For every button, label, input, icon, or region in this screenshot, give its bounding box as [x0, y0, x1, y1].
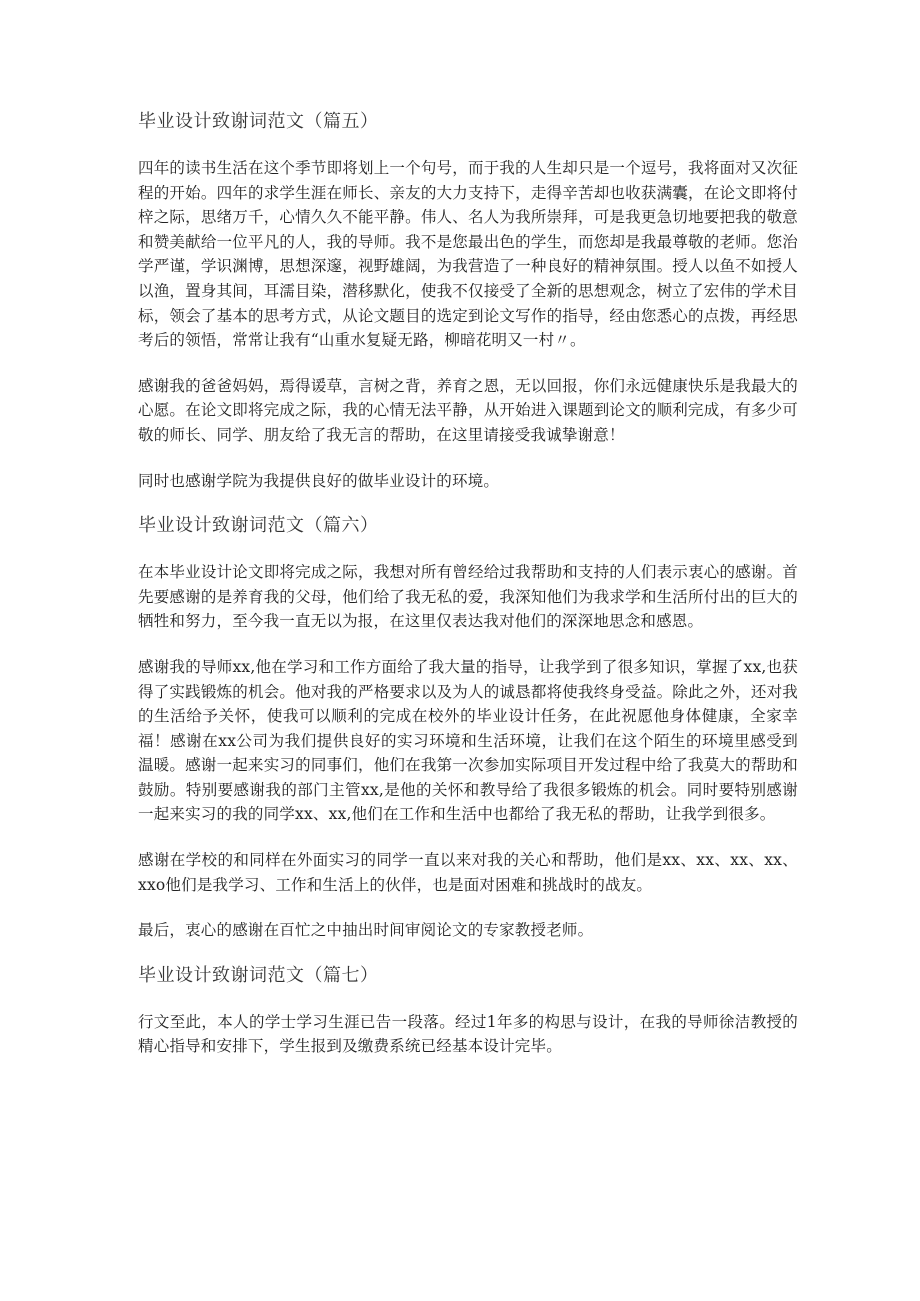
section-pian-5	[138, 110, 798, 493]
paragraph: 行文至此，本人的学士学习生涯已告一段落。经过1年多的构思与设计，在我的导师徐洁教授的精心指导和安排下，学生报到及缴费系统已经基本设计完毕。	[138, 1012, 798, 1056]
section-heading: 毕业设计致谢词范文（篇七）	[138, 964, 379, 986]
section-heading: 毕业设计致谢词范文（篇五）	[138, 111, 379, 132]
section-pian-6	[138, 514, 798, 943]
paragraph: 最后，衷心的感谢在百忙之中抽出时间审阅论文的专家教授老师。	[138, 921, 594, 940]
paragraph: 在本毕业设计论文即将完成之际，我想对所有曾经给过我帮助和支持的人们表示衷心的感谢。首先要感谢的是养育我的父母，他们给了我无私的爱，我深知他们为我求学和生活所付出的巨大的牺牲和努力，至今我一直无以为报，在这里仅表达我对他们的深深地思念和感恩。	[138, 563, 798, 631]
paragraph: 同时也感谢学院为我提供良好的做毕业设计的环境。	[138, 471, 500, 490]
paragraph: 四年的读书生活在这个季节即将划上一个句号，而于我的人生却只是一个逗号，我将面对又次征程的开始。四年的求学生涯在师长、亲友的大力支持下，走得辛苦却也收获满囊，在论文即将付梓之际，思绪万千，心情久久不能平静。伟人、名人为我所崇拜，可是我更急切地要把我的敬意和赞美献给一位平凡的人，我的导师。我不是您最出色的学生，而您却是我最尊敬的老师。您治学严谨，学识渊博，思想深邃，视野雄阔，为我营造了一种良好的精神氛围。授人以鱼不如授人以渔，置身其间，耳濡目染，潜移默化，使我不仅接受了全新的思想观念，树立了宏伟的学术目标，领会了基本的思考方式，从论文题目的选定到论文写作的指导，经由您悉心的点拨，再经思考后的领悟，常常让我有“山重水复疑无路，柳暗花明又一村〃。	[138, 159, 798, 350]
document-page	[138, 110, 798, 1080]
paragraph: 感谢在学校的和同样在外面实习的同学一直以来对我的关心和帮助，他们是xx、xx、xx、xx、xxo他们是我学习、工作和生活上的伙伴，也是面对困难和挑战时的战友。	[138, 851, 798, 894]
section-pian-7	[138, 964, 798, 1059]
paragraph: 感谢我的爸爸妈妈，焉得谖草，言树之背，养育之恩，无以回报，你们永远健康快乐是我最大的心愿。在论文即将完成之际，我的心情无法平静，从开始进入课题到论文的顺利完成，有多少可敬的师长、同学、朋友给了我无言的帮助，在这里请接受我诚挚谢意！	[138, 376, 798, 444]
section-heading: 毕业设计致谢词范文（篇六）	[138, 515, 379, 537]
paragraph: 感谢我的导师xx,他在学习和工作方面给了我大量的指导，让我学到了很多知识，掌握了xx,也获得了实践锻炼的机会。他对我的严格要求以及为人的诚恳都将使我终身受益。除此之外，还对我的生活给予关怀，使我可以顺利的完成在校外的毕业设计任务，在此祝愿他身体健康，全家幸福！感谢在xx公司为我们提供良好的实习环境和生活环境，让我们在这个陌生的环境里感受到温暖。感谢一起来实习的同事们，他们在我第一次参加实际项目开发过程中给了我莫大的帮助和鼓励。特别要感谢我的部门主管xx,是他的关怀和教导给了我很多锻炼的机会。同时要特别感谢一起来实习的我的同学xx、xx,他们在工作和生活中也都给了我无私的帮助，让我学到很多。	[138, 657, 798, 824]
